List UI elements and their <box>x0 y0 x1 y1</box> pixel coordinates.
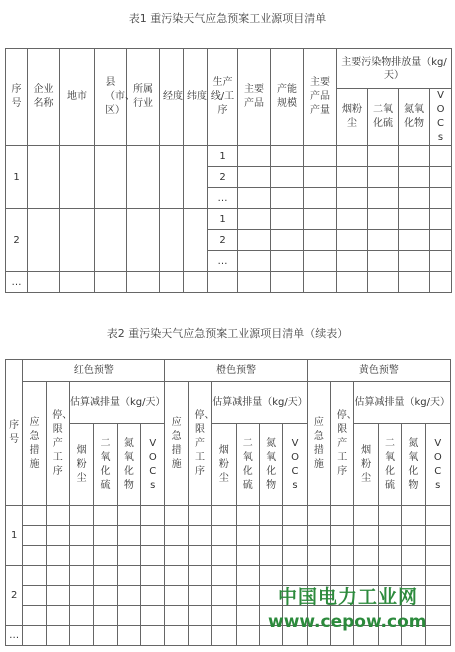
header-so2: 二氧化硫 <box>94 424 117 506</box>
header-stop: 停、限产工序 <box>331 382 354 506</box>
header-reduction: 估算减排量（kg/天） <box>354 382 451 424</box>
header-county: 县（市、区） <box>95 49 127 146</box>
header-dust: 烟粉尘 <box>354 424 378 506</box>
table1 <box>5 48 452 293</box>
line-number: 2 <box>208 167 238 188</box>
row-seq: 2 <box>6 209 28 272</box>
header-seq: 序号 <box>6 49 28 146</box>
header-output: 主要产品产量 <box>304 49 337 146</box>
table-row <box>6 506 451 526</box>
header-orange-warning: 橙色预警 <box>165 360 307 382</box>
table-row <box>6 526 451 546</box>
table-row <box>6 546 451 566</box>
line-number: 1 <box>208 209 238 230</box>
header-stop: 停、限产工序 <box>46 382 69 506</box>
table-row <box>6 146 452 167</box>
header-reduction: 估算减排量（kg/天） <box>212 382 308 424</box>
header-industry: 所属行业 <box>127 49 160 146</box>
watermark-url: www.cepow.com <box>268 612 427 632</box>
header-lon: 经度 <box>160 49 184 146</box>
header-measures: 应急措施 <box>165 382 188 506</box>
header-red-warning: 红色预警 <box>23 360 165 382</box>
header-product: 主要产品 <box>238 49 271 146</box>
header-emission-group: 主要污染物排放量（kg/天） <box>337 49 452 89</box>
table-row <box>6 209 452 230</box>
header-vocs: VOCs <box>141 424 165 506</box>
line-number: 1 <box>208 146 238 167</box>
row-seq: 1 <box>6 506 23 566</box>
line-number: … <box>208 188 238 209</box>
header-so2: 二氧化硫 <box>236 424 259 506</box>
header-nox: 氮氧化物 <box>259 424 282 506</box>
header-nox: 氮氧化物 <box>402 424 425 506</box>
header-dust: 烟粉尘 <box>212 424 236 506</box>
header-city: 地市 <box>60 49 95 146</box>
row-seq: 2 <box>6 566 23 626</box>
watermark <box>268 582 450 638</box>
header-measures: 应急措施 <box>23 382 46 506</box>
header-reduction: 估算减排量（kg/天） <box>69 382 165 424</box>
header-seq: 序号 <box>6 360 23 506</box>
header-vocs: VOCs <box>283 424 307 506</box>
header-yellow-warning: 黄色预警 <box>307 360 450 382</box>
header-so2: 二氧化硫 <box>378 424 401 506</box>
table1-title: 表1 重污染天气应急预案工业源项目清单 <box>128 12 327 25</box>
header-line: 生产线/工序 <box>208 49 238 146</box>
row-seq: 1 <box>6 146 28 209</box>
header-measures: 应急措施 <box>307 382 330 506</box>
header-capacity: 产能规模 <box>271 49 304 146</box>
row-seq: … <box>6 272 28 293</box>
header-nox: 氮氧化物 <box>399 89 430 146</box>
header-vocs: VOCs <box>425 424 450 506</box>
line-number: … <box>208 251 238 272</box>
line-number: 2 <box>208 230 238 251</box>
header-nox: 氮氧化物 <box>117 424 140 506</box>
table-row <box>6 272 452 293</box>
header-stop: 停、限产工序 <box>188 382 211 506</box>
watermark-name: 中国电力工业网 <box>278 586 419 608</box>
row-seq: … <box>6 626 23 646</box>
header-so2: 二氧化硫 <box>368 89 399 146</box>
header-dust: 烟粉尘 <box>337 89 368 146</box>
table2-title: 表2 重污染天气应急预案工业源项目清单（续表） <box>106 327 349 340</box>
header-company: 企业名称 <box>28 49 60 146</box>
header-dust: 烟粉尘 <box>69 424 93 506</box>
header-vocs: VOCs <box>430 89 452 146</box>
header-lat: 纬度 <box>184 49 208 146</box>
